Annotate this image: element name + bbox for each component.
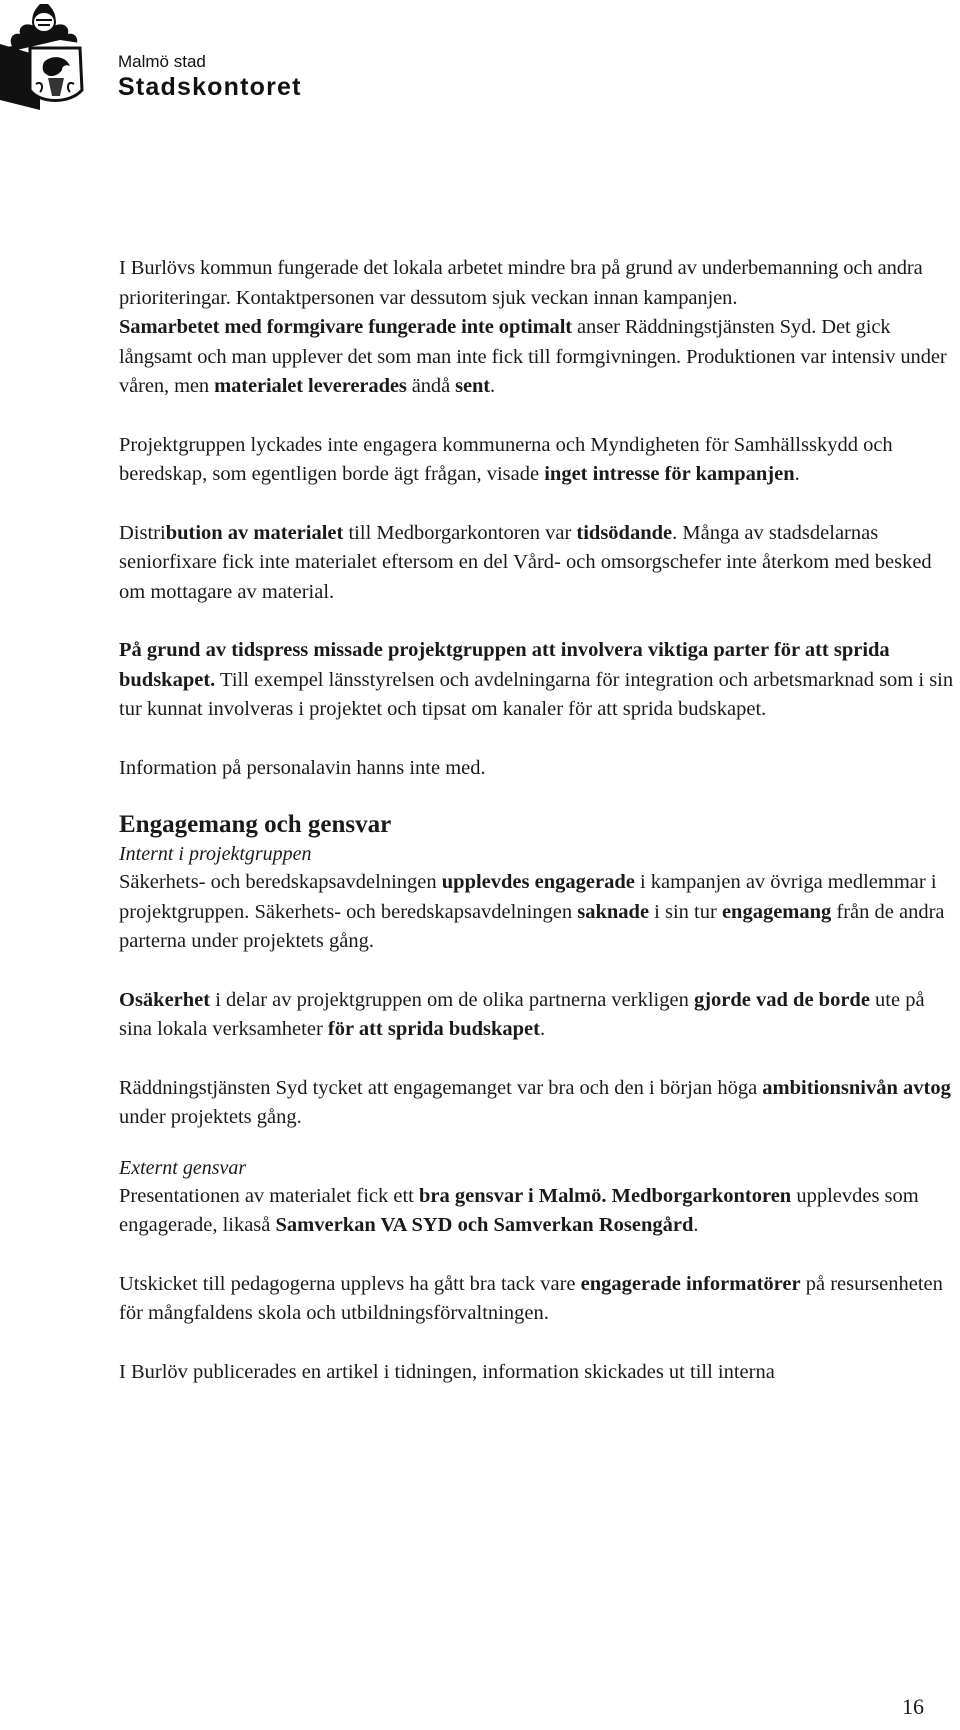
- bold-text-run: engagemang: [721, 900, 832, 923]
- bold-text-run: tidsödande: [576, 521, 673, 544]
- text-run: anser Räddningstjänsten Syd. Det gick långsamt och man upplever det som man inte fick till formgivningen. Produktionen var intensiv under våren, men: [119, 316, 947, 397]
- text-run: I Burlövs kommun fungerade det lokala arbetet mindre bra på grund av underbemanning och andra prioriteringar. Kontaktpersonen var dessutom sjuk veckan innan kampanjen.: [119, 257, 923, 309]
- paragraph-sakerhet: [119, 868, 959, 957]
- paragraph-personalavin: [119, 754, 959, 784]
- paragraph-burlov-local: [119, 254, 959, 313]
- text-run: ändå: [406, 375, 456, 397]
- bold-text-run: På grund av tidspress missade projektgruppen att involvera viktiga parter för att sprida budskapet.: [119, 639, 890, 691]
- paragraph-formgivare: [119, 313, 959, 402]
- bold-text-run: bra gensvar i Malmö. Medborgarkontoren: [418, 1184, 792, 1207]
- paragraph-distribution: [119, 519, 959, 608]
- department-name: Stadskontoret: [118, 73, 302, 101]
- bold-text-run: sent: [455, 375, 491, 397]
- text-run: I Burlöv publicerades en artikel i tidningen, information skickades ut till interna: [119, 1360, 775, 1383]
- bold-text-run: saknade: [577, 900, 650, 923]
- paragraph-tidspress: [119, 636, 959, 725]
- bold-text-run: ambitionsnivån avtog: [762, 1076, 951, 1099]
- paragraph-presentationen: [119, 1182, 959, 1241]
- subheading-internt: Internt i projektgruppen: [119, 843, 312, 865]
- text-run: Distri: [119, 521, 166, 544]
- text-run: .: [490, 375, 496, 397]
- section-heading: Engagemang och gensvar: [119, 811, 392, 838]
- text-run: i delar av projektgruppen om de olika partnerna verkligen: [210, 988, 694, 1011]
- page-number: 16: [902, 1694, 924, 1719]
- text-run: till Medborgarkontoren var: [343, 521, 577, 544]
- text-run: Presentationen av materialet fick ett: [119, 1184, 419, 1207]
- bold-text-run: Osäkerhet: [119, 988, 211, 1011]
- text-run: från de andra parterna under projektets gång.: [119, 900, 945, 952]
- text-run: .: [539, 1018, 546, 1040]
- paragraph-osakerhet: [119, 986, 959, 1045]
- bold-text-run: inget intresse för kampanjen: [544, 463, 795, 485]
- bold-text-run: Samverkan VA SYD och Samverkan Rosengård: [275, 1214, 694, 1236]
- bold-text-run: Samarbetet med formgivare fungerade inte optimalt: [119, 316, 573, 338]
- bold-text-run: upplevdes engagerade: [441, 871, 635, 893]
- text-run: på resursenheten för mångfaldens skola och utbildningsförvaltningen.: [119, 1272, 943, 1324]
- page-header: [0, 0, 400, 115]
- text-run: .: [693, 1214, 699, 1236]
- paragraph-raddningstjansten: [119, 1074, 959, 1133]
- text-run: i kampanjen av övriga medlemmar i projektgruppen. Säkerhets- och beredskapsavdelningen: [119, 871, 937, 923]
- text-run: Säkerhets- och beredskapsavdelningen: [119, 871, 442, 893]
- text-run: Information på personalavin hanns inte med.: [119, 756, 486, 779]
- bold-text-run: för att sprida budskapet: [327, 1018, 540, 1040]
- text-run: Projektgruppen lyckades inte engagera kommunerna och Myndigheten för Samhällsskydd och beredskap, som egentligen borde ägt frågan, visade: [119, 433, 893, 485]
- text-run: Utskicket till pedagogerna upplevs ha gått bra tack vare: [119, 1272, 581, 1295]
- text-run: Räddningstjänsten Syd tycket att engagemanget var bra och den i början höga: [119, 1076, 763, 1099]
- paragraph-burlov-artikel: [119, 1358, 959, 1388]
- text-run: upplevdes som engagerade, likaså: [119, 1184, 919, 1236]
- text-run: . Många av stadsdelarnas seniorfixare fick inte materialet eftersom en del Vård- och omsorgschefer inte återkom med besked om mottagare av material.: [119, 521, 932, 603]
- city-name: Malmö stad: [118, 52, 206, 71]
- bold-text-run: bution av materialet: [165, 521, 344, 544]
- text-run: i sin tur: [649, 900, 722, 923]
- text-run: ute på sina lokala verksamheter: [119, 988, 925, 1040]
- paragraph-utskicket: [119, 1270, 959, 1329]
- text-run: Till exempel länsstyrelsen och avdelningarna för integration och arbetsmarknad som i sin tur kunnat involveras i projektet och tipsat om kanaler för att sprida budskapet.: [119, 668, 954, 720]
- text-run: under projektets gång.: [119, 1106, 302, 1128]
- organization-name: [118, 52, 302, 102]
- paragraph-projektgruppen: [119, 431, 959, 490]
- bold-text-run: engagerade informatörer: [580, 1272, 801, 1295]
- bold-text-run: materialet levererades: [214, 375, 407, 397]
- document-body: [119, 254, 959, 1387]
- subheading-externt: Externt gensvar: [119, 1156, 247, 1179]
- text-run: .: [794, 463, 800, 485]
- malmo-crest-icon: [0, 0, 108, 110]
- bold-text-run: gjorde vad de borde: [693, 988, 870, 1011]
